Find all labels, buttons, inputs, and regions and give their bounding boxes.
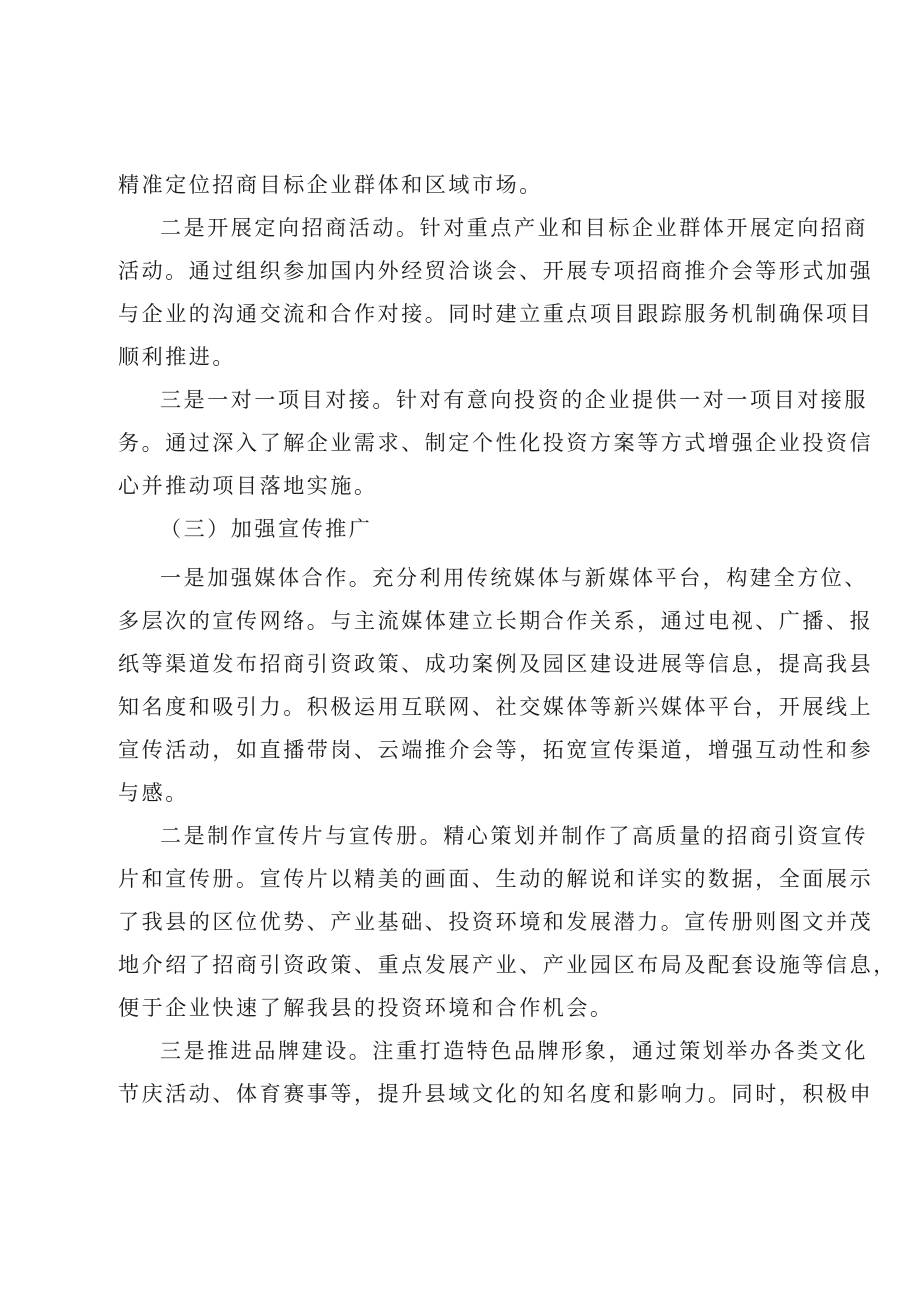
text-line: 与企业的沟通交流和合作对接。同时建立重点项目跟踪服务机制确保项目 bbox=[118, 302, 874, 326]
text-line: 便于企业快速了解我县的投资环境和合作机会。 bbox=[118, 996, 614, 1020]
text-line: 心并推动项目落地实施。 bbox=[118, 474, 378, 498]
text-line: 务。通过深入了解企业需求、制定个性化投资方案等方式增强企业投资信 bbox=[118, 431, 874, 455]
text-line: 精准定位招商目标企业群体和区域市场。 bbox=[118, 173, 543, 197]
text-line: 活动。通过组织参加国内外经贸洽谈会、开展专项招商推介会等形式加强 bbox=[118, 259, 874, 283]
paragraph-start-line: 二是制作宣传片与宣传册。精心策划并制作了高质量的招商引资宣传 bbox=[160, 824, 868, 848]
text-line: 片和宣传册。宣传片以精美的画面、生动的解说和详实的数据，全面展示 bbox=[118, 867, 874, 891]
text-line: 节庆活动、体育赛事等，提升县域文化的知名度和影响力。同时，积极申 bbox=[118, 1082, 874, 1106]
paragraph-start-line: 三是推进品牌建设。注重打造特色品牌形象，通过策划举办各类文化 bbox=[160, 1039, 868, 1063]
text-line: 多层次的宣传网络。与主流媒体建立长期合作关系，通过电视、广播、报 bbox=[118, 609, 874, 633]
paragraph-start-line: 二是开展定向招商活动。针对重点产业和目标企业群体开展定向招商 bbox=[160, 216, 868, 240]
section-heading: （三）加强宣传推广 bbox=[160, 517, 373, 541]
text-line: 顺利推进。 bbox=[118, 345, 236, 369]
text-line: 地介绍了招商引资政策、重点发展产业、产业园区布局及配套设施等信息， bbox=[118, 953, 897, 977]
text-line: 宣传活动，如直播带岗、云端推介会等，拓宽宣传渠道，增强互动性和参 bbox=[118, 738, 874, 762]
text-line: 知名度和吸引力。积极运用互联网、社交媒体等新兴媒体平台，开展线上 bbox=[118, 695, 874, 719]
text-line: 纸等渠道发布招商引资政策、成功案例及园区建设进展等信息，提高我县 bbox=[118, 652, 874, 676]
paragraph-start-line: 一是加强媒体合作。充分利用传统媒体与新媒体平台，构建全方位、 bbox=[160, 566, 868, 590]
paragraph-start-line: 三是一对一项目对接。针对有意向投资的企业提供一对一项目对接服 bbox=[160, 388, 868, 412]
text-line: 了我县的区位优势、产业基础、投资环境和发展潜力。宣传册则图文并茂 bbox=[118, 910, 874, 934]
text-line: 与感。 bbox=[118, 781, 189, 805]
